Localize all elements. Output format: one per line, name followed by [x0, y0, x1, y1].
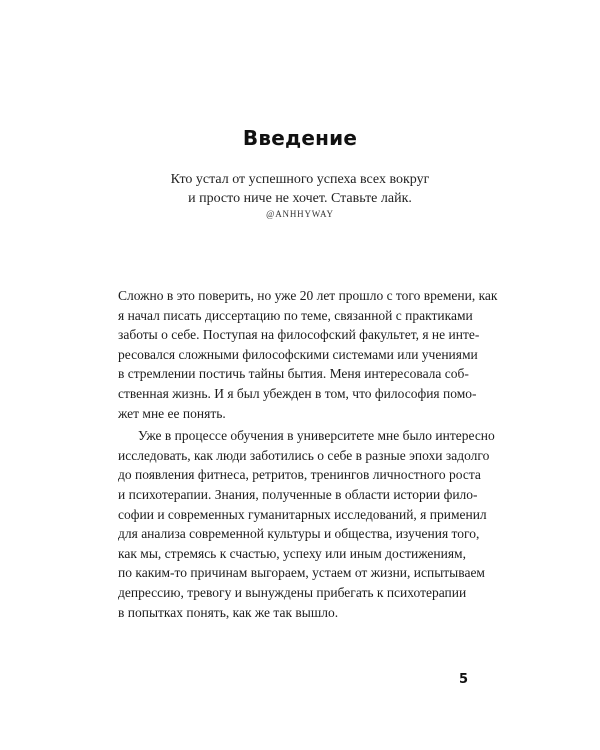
- text-line: и психотерапии. Знания, полученные в области истории фило-: [118, 486, 478, 502]
- text-line: я начал писать диссертацию по теме, связанной с практиками: [118, 307, 473, 323]
- text-line: заботы о себе. Поступая на философский факультет, я не инте-: [118, 327, 480, 343]
- text-line: исследовать, как люди заботились о себе в разные эпохи задолго: [118, 447, 490, 463]
- epigraph-author: @ANHHYWAY: [266, 209, 334, 219]
- text-line: депрессию, тревогу и вынуждены прибегать к психотерапии: [118, 584, 467, 600]
- text-line: Сложно в это поверить, но уже 20 лет прошло с того времени, как: [118, 288, 498, 303]
- text-line: в попытках понять, как же так вышло.: [118, 604, 339, 620]
- paragraph: [118, 286, 498, 423]
- text-line: жет мне ее понять.: [118, 405, 226, 421]
- body-text: [118, 286, 498, 622]
- text-line: ственная жизнь. И я был убежден в том, что философия помо-: [118, 385, 477, 401]
- text-line: ресовался сложными философскими системами или учениями: [118, 346, 478, 362]
- text-line: до появления фитнеса, ретритов, тренингов личностного роста: [118, 467, 481, 483]
- page-number: 5: [459, 672, 469, 687]
- text-line: для анализа современной культуры и общества, изучения того,: [118, 526, 480, 542]
- chapter-title: Введение: [242, 126, 358, 150]
- text-line: в стремлении постичь тайны бытия. Меня интересовала соб-: [118, 366, 469, 382]
- text-line: как мы, стремясь к счастью, успеху или иным достижениям,: [118, 545, 466, 561]
- text-line: по каким-то причинам выгораем, устаем от жизни, испытываем: [118, 565, 485, 581]
- paragraph: [118, 426, 495, 622]
- text-line: Уже в процессе обучения в университете мне было интересно: [138, 428, 495, 444]
- epigraph-line: Кто устал от успешного успеха всех вокруг: [170, 172, 430, 187]
- text-line: софии и современных гуманитарных исследований, я применил: [118, 506, 487, 522]
- epigraph: [0, 170, 600, 208]
- epigraph-line: и просто ниче не хочет. Ставьте лайк.: [188, 191, 412, 206]
